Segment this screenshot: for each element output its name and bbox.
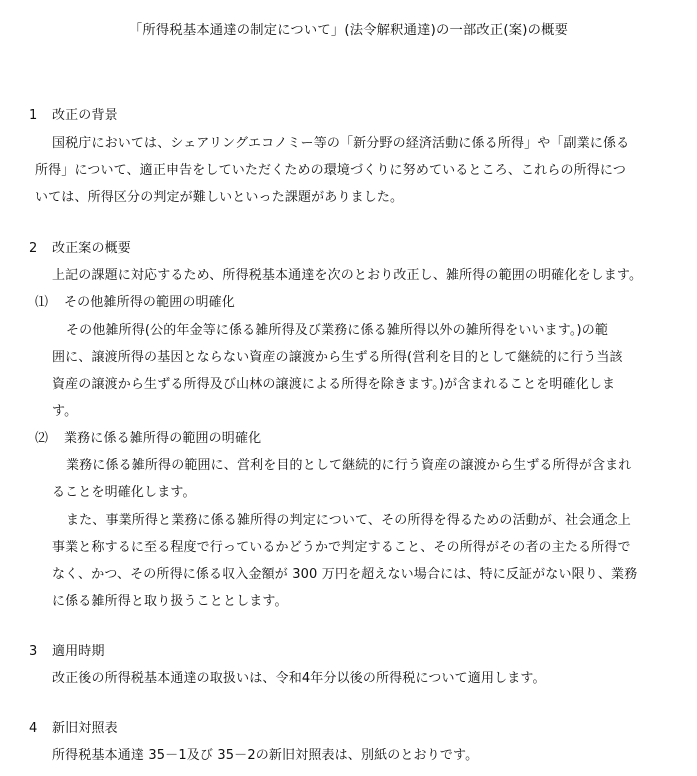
paragraph-line: なく、かつ、その所得に係る収入金額が 300 万円を超えない場合には、特に反証がない限り、業務 — [52, 567, 638, 582]
subsection-heading: 業務に係る雑所得の範囲の明確化 — [64, 431, 262, 446]
paragraph-line: また、事業所得と業務に係る雑所得の判定について、その所得を得るための活動が、社会通念上 — [66, 513, 631, 528]
section-heading: 新旧対照表 — [52, 721, 118, 736]
paragraph-line: その他雑所得(公的年金等に係る雑所得及び業務に係る雑所得以外の雑所得をいいます。)の範 — [66, 323, 609, 338]
paragraph-line: す。 — [52, 404, 78, 419]
subsection-number: ⑵ — [35, 431, 49, 446]
paragraph-line: 資産の譲渡から生ずる所得及び山林の譲渡による所得を除きます。)が含まれることを明確化しま — [52, 377, 616, 392]
section-number: 1 — [29, 108, 38, 123]
section-heading: 改正の背景 — [52, 108, 118, 123]
paragraph-line: 所得」について、適正申告をしていただくための環境づくりに努めているところ、これらの所得につ — [35, 163, 626, 178]
paragraph-line: 囲に、譲渡所得の基因とならない資産の譲渡から生ずる所得(営利を目的として継続的に行う当該 — [52, 350, 623, 365]
paragraph-line: 国税庁においては、シェアリングエコノミー等の「新分野の経済活動に係る所得」や「副業に係る — [52, 136, 630, 151]
document-title: 「所得税基本通達の制定について」(法令解釈通達)の一部改正(案)の概要 — [128, 23, 569, 38]
paragraph-line: 上記の課題に対応するため、所得税基本通達を次のとおり改正し、雑所得の範囲の明確化をします。 — [52, 268, 643, 283]
section-heading: 改正案の概要 — [52, 241, 131, 256]
paragraph-line: 事業と称するに至る程度で行っているかどうかで判定すること、その所得がその者の主たる所得で — [52, 540, 631, 555]
section-heading: 適用時期 — [52, 644, 105, 659]
paragraph-line: 業務に係る雑所得の範囲に、営利を目的として継続的に行う資産の譲渡から生ずる所得が含まれ — [66, 458, 632, 473]
section-number: 2 — [29, 241, 38, 256]
subsection-number: ⑴ — [35, 295, 49, 310]
paragraph-line: 改正後の所得税基本通達の取扱いは、令和4年分以後の所得税について適用します。 — [52, 671, 546, 686]
paragraph-line: 所得税基本通達 35－1及び 35－2の新旧対照表は、別紙のとおりです。 — [52, 748, 479, 763]
subsection-heading: その他雑所得の範囲の明確化 — [64, 295, 235, 310]
paragraph-line: ることを明確化します。 — [52, 485, 196, 500]
section-number: 4 — [29, 721, 38, 736]
paragraph-line: いては、所得区分の判定が難しいといった課題がありました。 — [35, 190, 404, 205]
section-number: 3 — [29, 644, 38, 659]
paragraph-line: に係る雑所得と取り扱うこととします。 — [52, 594, 288, 609]
